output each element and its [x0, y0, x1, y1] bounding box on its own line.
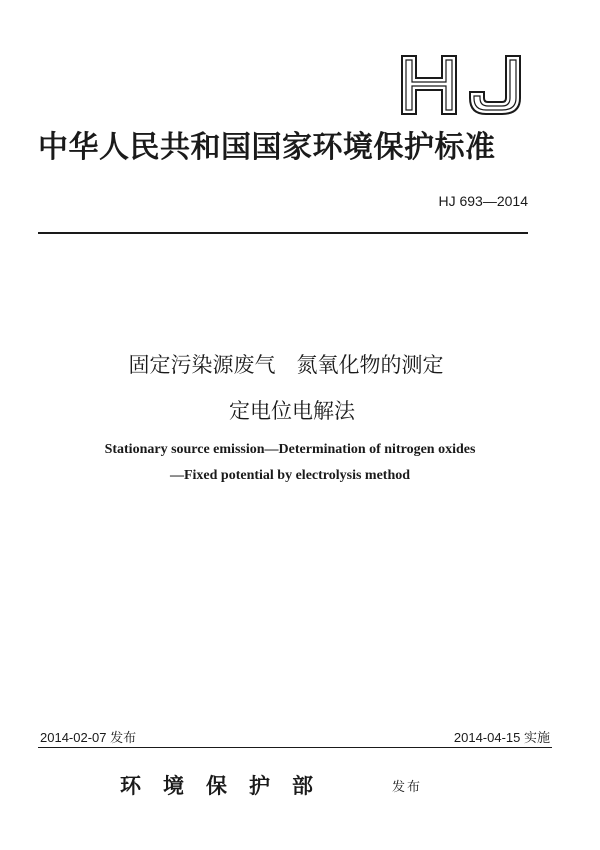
- title-en-line2: —Fixed potential by electrolysis method: [169, 468, 411, 483]
- title-zh-line1: 固定污染源废气 氮氧化物的测定: [128, 353, 444, 377]
- hj-logo: [398, 52, 528, 118]
- publisher-suffix: 发布: [392, 780, 423, 795]
- title-en-line1: Stationary source emission—Determination of nitrogen oxides: [104, 442, 476, 457]
- footer-divider: [38, 747, 552, 748]
- issue-date: 2014-02-07 发布: [40, 730, 137, 745]
- standard-number: HJ 693—2014: [438, 193, 528, 209]
- issuing-authority-title: 中华人民共和国国家环境保护标准: [38, 130, 496, 165]
- implementation-date: 2014-04-15 实施: [453, 730, 550, 745]
- hj-logo-graphic: [398, 52, 528, 118]
- header-divider: [38, 232, 528, 234]
- title-zh-line2: 定电位电解法: [229, 399, 355, 423]
- publisher-name: 环境保护部: [120, 773, 335, 798]
